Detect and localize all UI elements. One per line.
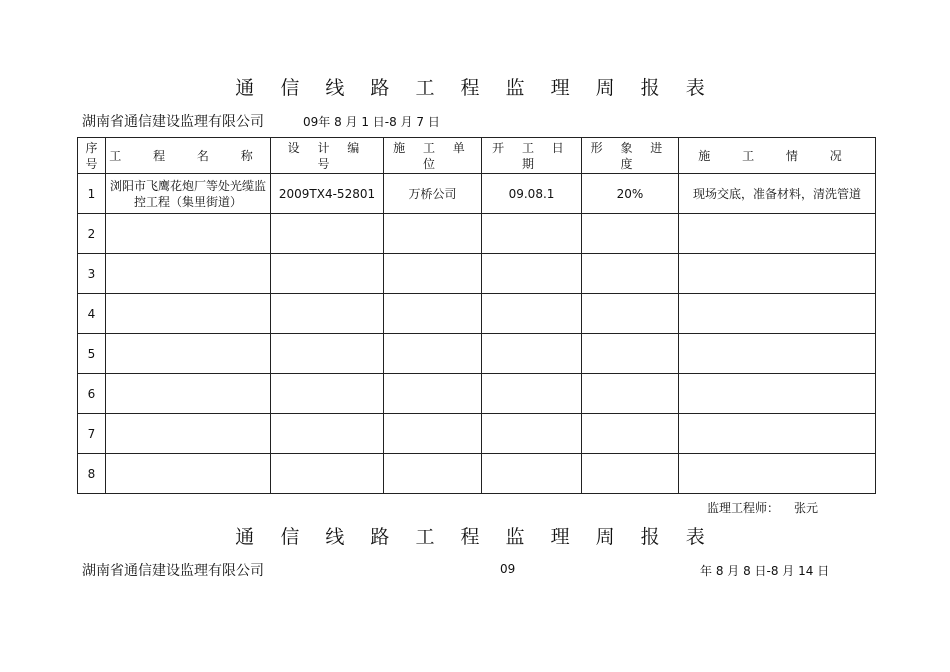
cell-serial-no: 4 [78,294,106,334]
engineer-label: 监理工程师： [707,501,780,515]
cell-status [679,414,876,454]
cell-status [679,294,876,334]
table-row [78,414,876,454]
cell-design-no [271,214,384,254]
engineer-name: 张元 [794,501,819,515]
cell-status [679,374,876,414]
table-row [78,294,876,334]
cell-design-no [271,334,384,374]
company-name-2: 湖南省通信建设监理有限公司 [82,563,264,579]
cell-construction-unit [384,374,482,414]
table-header-row [78,138,876,174]
cell-construction-unit: 万桥公司 [384,174,482,214]
cell-progress [582,414,679,454]
cell-status [679,454,876,494]
report-period-2: 年 8 月 8 日-8 月 14 日 [700,564,830,578]
cell-progress [582,214,679,254]
table-row [78,374,876,414]
report-year-2: 09 [500,562,516,576]
table-row [78,214,876,254]
cell-start-date: 09.08.1 [482,174,582,214]
cell-project-name [106,414,271,454]
cell-start-date [482,414,582,454]
company-name: 湖南省通信建设监理有限公司 [82,114,264,130]
cell-project-name: 浏阳市飞鹰花炮厂等处光缆监控工程（集里街道） [106,174,271,214]
cell-construction-unit [384,294,482,334]
header-progress: 形 象 进 度 [582,138,679,174]
cell-design-no [271,254,384,294]
cell-progress: 20% [582,174,679,214]
cell-start-date [482,214,582,254]
cell-serial-no: 5 [78,334,106,374]
cell-start-date [482,334,582,374]
cell-project-name [106,454,271,494]
cell-progress [582,334,679,374]
cell-status: 现场交底，准备材料，清洗管道 [679,174,876,214]
cell-construction-unit [384,414,482,454]
cell-status [679,334,876,374]
cell-design-no [271,374,384,414]
cell-design-no [271,414,384,454]
cell-project-name [106,214,271,254]
header-construction-unit: 施 工 单 位 [384,138,482,174]
cell-start-date [482,254,582,294]
report-title-2: 通 信 线 路 工 程 监 理 周 报 表 [235,526,715,548]
cell-serial-no: 6 [78,374,106,414]
header-start-date: 开 工 日 期 [482,138,582,174]
cell-serial-no: 2 [78,214,106,254]
header-design-no: 设 计 编 号 [271,138,384,174]
table-row [78,174,876,214]
cell-project-name [106,334,271,374]
cell-start-date [482,374,582,414]
report-period: 09年 8 月 1 日-8 月 7 日 [303,115,440,129]
cell-serial-no: 8 [78,454,106,494]
cell-design-no [271,294,384,334]
cell-serial-no: 1 [78,174,106,214]
cell-project-name [106,374,271,414]
header-status: 施 工 情 况 [679,138,876,174]
cell-progress [582,454,679,494]
cell-status [679,214,876,254]
cell-construction-unit [384,454,482,494]
weekly-report-table [77,137,876,494]
cell-progress [582,294,679,334]
table-row [78,254,876,294]
cell-serial-no: 7 [78,414,106,454]
cell-status [679,254,876,294]
cell-construction-unit [384,334,482,374]
table-row [78,334,876,374]
cell-progress [582,254,679,294]
cell-construction-unit [384,214,482,254]
cell-design-no: 2009TX4-52801 [271,174,384,214]
cell-progress [582,374,679,414]
cell-start-date [482,454,582,494]
cell-serial-no: 3 [78,254,106,294]
cell-start-date [482,294,582,334]
cell-construction-unit [384,254,482,294]
table-row [78,454,876,494]
cell-project-name [106,294,271,334]
cell-design-no [271,454,384,494]
report-title: 通 信 线 路 工 程 监 理 周 报 表 [235,77,715,99]
header-serial-no: 序号 [78,138,106,174]
cell-project-name [106,254,271,294]
header-project-name: 工 程 名 称 [106,138,271,174]
